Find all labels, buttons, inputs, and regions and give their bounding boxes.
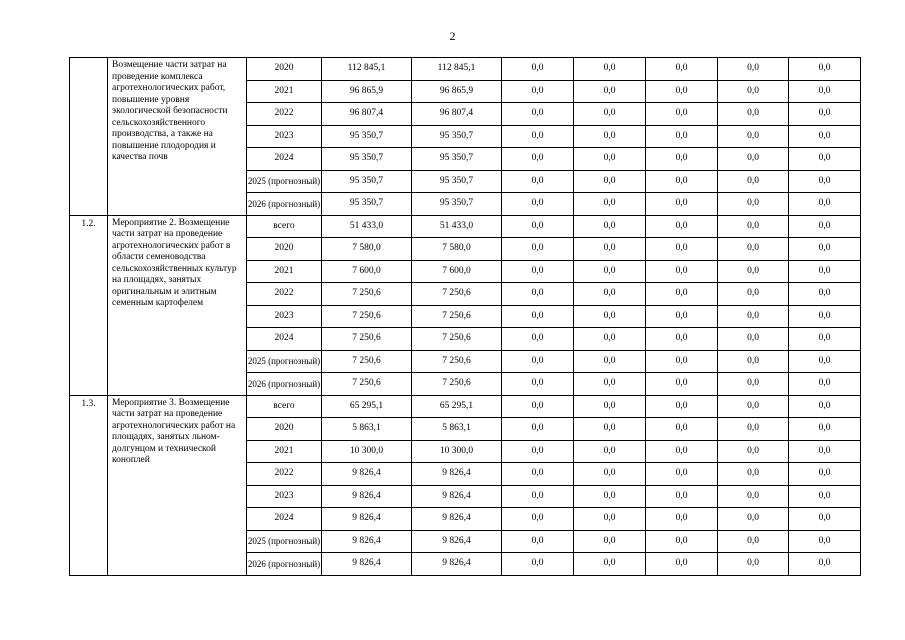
value-cell: 7 250,6	[322, 328, 412, 351]
value-cell: 9 826,4	[412, 463, 502, 486]
value-cell: 0,0	[789, 395, 861, 418]
value-cell: 0,0	[574, 485, 646, 508]
value-cell: 0,0	[574, 80, 646, 103]
value-cell: 0,0	[502, 530, 574, 553]
value-cell: 0,0	[718, 125, 789, 148]
value-cell: 0,0	[789, 125, 861, 148]
value-cell: 9 826,4	[412, 553, 502, 576]
value-cell: 0,0	[646, 418, 718, 441]
item-description: Мероприятие 2. Возмещение части затрат на проведение агротехнологических работ в области семеноводства сельскохозяйственных культур на площадях, занятых оригинальным и элитным семенным картофелем	[108, 215, 247, 395]
value-cell: 0,0	[789, 238, 861, 261]
item-number: 1.3.	[70, 395, 108, 575]
value-cell: 95 350,7	[412, 170, 502, 193]
table-row	[70, 58, 861, 81]
item-number: 1.2.	[70, 215, 108, 395]
value-cell: 0,0	[502, 328, 574, 351]
value-cell: 0,0	[502, 373, 574, 396]
value-cell: 0,0	[574, 418, 646, 441]
value-cell: 51 433,0	[412, 215, 502, 238]
value-cell: 95 350,7	[412, 125, 502, 148]
value-cell: 112 845,1	[322, 58, 412, 81]
value-cell: 0,0	[646, 328, 718, 351]
value-cell: 0,0	[574, 463, 646, 486]
value-cell: 0,0	[718, 215, 789, 238]
value-cell: 0,0	[646, 373, 718, 396]
value-cell: 5 863,1	[322, 418, 412, 441]
value-cell: 112 845,1	[412, 58, 502, 81]
value-cell: 0,0	[646, 530, 718, 553]
year-cell: 2021	[247, 260, 322, 283]
page-number: 2	[449, 29, 456, 43]
value-cell: 0,0	[574, 193, 646, 216]
year-cell: 2022	[247, 283, 322, 306]
value-cell: 96 807,4	[322, 103, 412, 126]
value-cell: 7 250,6	[412, 373, 502, 396]
value-cell: 0,0	[718, 350, 789, 373]
value-cell: 0,0	[718, 80, 789, 103]
value-cell: 9 826,4	[412, 508, 502, 531]
value-cell: 0,0	[646, 260, 718, 283]
value-cell: 0,0	[789, 148, 861, 171]
value-cell: 96 865,9	[412, 80, 502, 103]
value-cell: 0,0	[574, 215, 646, 238]
value-cell: 0,0	[646, 283, 718, 306]
year-cell: 2024	[247, 508, 322, 531]
value-cell: 10 300,0	[412, 440, 502, 463]
year-cell: 2025 (прогнозный)	[247, 530, 322, 553]
year-cell: 2023	[247, 485, 322, 508]
item-number	[70, 58, 108, 216]
value-cell: 0,0	[574, 553, 646, 576]
year-cell: 2025 (прогнозный)	[247, 170, 322, 193]
value-cell: 0,0	[574, 148, 646, 171]
value-cell: 0,0	[718, 283, 789, 306]
value-cell: 0,0	[718, 58, 789, 81]
value-cell: 0,0	[646, 508, 718, 531]
funding-table	[69, 57, 861, 576]
value-cell: 0,0	[502, 418, 574, 441]
value-cell: 0,0	[502, 485, 574, 508]
item-description: Мероприятие 3. Возмещение части затрат на проведение агротехнологических работ на площадях, занятых льном-долгунцом и технической коноплей	[108, 395, 247, 575]
value-cell: 0,0	[574, 305, 646, 328]
year-cell: 2020	[247, 238, 322, 261]
value-cell: 0,0	[574, 125, 646, 148]
value-cell: 0,0	[502, 103, 574, 126]
value-cell: 7 250,6	[322, 283, 412, 306]
value-cell: 0,0	[502, 58, 574, 81]
value-cell: 0,0	[502, 440, 574, 463]
value-cell: 0,0	[789, 80, 861, 103]
year-cell: 2024	[247, 148, 322, 171]
value-cell: 0,0	[574, 238, 646, 261]
value-cell: 0,0	[502, 260, 574, 283]
value-cell: 9 826,4	[412, 485, 502, 508]
value-cell: 0,0	[502, 215, 574, 238]
value-cell: 10 300,0	[322, 440, 412, 463]
value-cell: 0,0	[646, 305, 718, 328]
value-cell: 0,0	[574, 103, 646, 126]
year-cell: всего	[247, 215, 322, 238]
value-cell: 0,0	[574, 508, 646, 531]
value-cell: 95 350,7	[412, 148, 502, 171]
value-cell: 0,0	[718, 440, 789, 463]
value-cell: 7 250,6	[412, 328, 502, 351]
value-cell: 0,0	[718, 463, 789, 486]
year-cell: всего	[247, 395, 322, 418]
value-cell: 0,0	[789, 373, 861, 396]
value-cell: 0,0	[789, 485, 861, 508]
value-cell: 0,0	[502, 553, 574, 576]
value-cell: 95 350,7	[322, 193, 412, 216]
year-cell: 2026 (прогнозный)	[247, 553, 322, 576]
value-cell: 0,0	[502, 193, 574, 216]
value-cell: 0,0	[502, 125, 574, 148]
value-cell: 0,0	[502, 238, 574, 261]
value-cell: 0,0	[718, 508, 789, 531]
year-cell: 2026 (прогнозный)	[247, 373, 322, 396]
value-cell: 9 826,4	[322, 463, 412, 486]
value-cell: 0,0	[718, 553, 789, 576]
value-cell: 0,0	[718, 260, 789, 283]
value-cell: 0,0	[646, 193, 718, 216]
value-cell: 0,0	[789, 170, 861, 193]
value-cell: 0,0	[789, 350, 861, 373]
value-cell: 0,0	[502, 395, 574, 418]
year-cell: 2024	[247, 328, 322, 351]
table-row	[70, 215, 861, 238]
value-cell: 0,0	[789, 440, 861, 463]
value-cell: 0,0	[502, 80, 574, 103]
year-cell: 2022	[247, 103, 322, 126]
year-cell: 2022	[247, 463, 322, 486]
value-cell: 0,0	[646, 395, 718, 418]
table-row	[70, 395, 861, 418]
value-cell: 0,0	[574, 283, 646, 306]
value-cell: 7 250,6	[322, 350, 412, 373]
year-cell: 2023	[247, 125, 322, 148]
value-cell: 0,0	[574, 328, 646, 351]
value-cell: 0,0	[789, 530, 861, 553]
value-cell: 0,0	[646, 485, 718, 508]
value-cell: 9 826,4	[322, 530, 412, 553]
value-cell: 0,0	[718, 238, 789, 261]
value-cell: 0,0	[502, 283, 574, 306]
value-cell: 0,0	[502, 148, 574, 171]
value-cell: 0,0	[789, 260, 861, 283]
value-cell: 0,0	[718, 485, 789, 508]
value-cell: 0,0	[502, 350, 574, 373]
value-cell: 96 807,4	[412, 103, 502, 126]
value-cell: 0,0	[789, 193, 861, 216]
value-cell: 0,0	[646, 80, 718, 103]
value-cell: 0,0	[574, 170, 646, 193]
value-cell: 0,0	[646, 238, 718, 261]
year-cell: 2026 (прогнозный)	[247, 193, 322, 216]
value-cell: 0,0	[574, 395, 646, 418]
value-cell: 0,0	[718, 148, 789, 171]
value-cell: 7 250,6	[412, 283, 502, 306]
value-cell: 0,0	[646, 103, 718, 126]
value-cell: 7 250,6	[412, 350, 502, 373]
value-cell: 0,0	[718, 170, 789, 193]
value-cell: 0,0	[718, 418, 789, 441]
value-cell: 65 295,1	[322, 395, 412, 418]
value-cell: 0,0	[574, 260, 646, 283]
value-cell: 0,0	[646, 350, 718, 373]
value-cell: 9 826,4	[322, 553, 412, 576]
value-cell: 0,0	[574, 350, 646, 373]
value-cell: 7 250,6	[322, 305, 412, 328]
value-cell: 96 865,9	[322, 80, 412, 103]
value-cell: 0,0	[646, 215, 718, 238]
year-cell: 2023	[247, 305, 322, 328]
value-cell: 0,0	[574, 373, 646, 396]
value-cell: 51 433,0	[322, 215, 412, 238]
value-cell: 0,0	[718, 328, 789, 351]
value-cell: 0,0	[502, 508, 574, 531]
value-cell: 95 350,7	[322, 170, 412, 193]
value-cell: 0,0	[789, 103, 861, 126]
table-body	[70, 58, 861, 576]
value-cell: 0,0	[718, 103, 789, 126]
value-cell: 0,0	[718, 373, 789, 396]
value-cell: 7 580,0	[322, 238, 412, 261]
value-cell: 7 250,6	[412, 305, 502, 328]
value-cell: 0,0	[502, 463, 574, 486]
item-description: Возмещение части затрат на проведение комплекса агротехнологических работ, повышение уровня экологической безопасности сельскохозяйственного производства, а также на повышение плодородия и качества почв	[108, 58, 247, 216]
value-cell: 0,0	[646, 440, 718, 463]
value-cell: 0,0	[789, 58, 861, 81]
value-cell: 0,0	[574, 58, 646, 81]
value-cell: 0,0	[646, 553, 718, 576]
value-cell: 95 350,7	[412, 193, 502, 216]
value-cell: 0,0	[646, 148, 718, 171]
value-cell: 0,0	[789, 508, 861, 531]
value-cell: 65 295,1	[412, 395, 502, 418]
value-cell: 0,0	[718, 193, 789, 216]
value-cell: 5 863,1	[412, 418, 502, 441]
value-cell: 0,0	[646, 58, 718, 81]
value-cell: 0,0	[646, 463, 718, 486]
value-cell: 95 350,7	[322, 148, 412, 171]
value-cell: 0,0	[502, 170, 574, 193]
value-cell: 0,0	[718, 530, 789, 553]
value-cell: 7 580,0	[412, 238, 502, 261]
value-cell: 0,0	[789, 553, 861, 576]
year-cell: 2025 (прогнозный)	[247, 350, 322, 373]
value-cell: 0,0	[646, 170, 718, 193]
value-cell: 0,0	[789, 418, 861, 441]
value-cell: 0,0	[646, 125, 718, 148]
year-cell: 2021	[247, 80, 322, 103]
year-cell: 2020	[247, 58, 322, 81]
value-cell: 0,0	[789, 305, 861, 328]
value-cell: 9 826,4	[412, 530, 502, 553]
year-cell: 2020	[247, 418, 322, 441]
value-cell: 0,0	[574, 440, 646, 463]
value-cell: 0,0	[789, 463, 861, 486]
value-cell: 0,0	[789, 215, 861, 238]
value-cell: 0,0	[718, 395, 789, 418]
value-cell: 95 350,7	[322, 125, 412, 148]
value-cell: 0,0	[789, 328, 861, 351]
value-cell: 7 250,6	[322, 373, 412, 396]
value-cell: 7 600,0	[412, 260, 502, 283]
value-cell: 9 826,4	[322, 485, 412, 508]
value-cell: 0,0	[718, 305, 789, 328]
value-cell: 0,0	[502, 305, 574, 328]
value-cell: 0,0	[574, 530, 646, 553]
value-cell: 7 600,0	[322, 260, 412, 283]
value-cell: 9 826,4	[322, 508, 412, 531]
year-cell: 2021	[247, 440, 322, 463]
value-cell: 0,0	[789, 283, 861, 306]
